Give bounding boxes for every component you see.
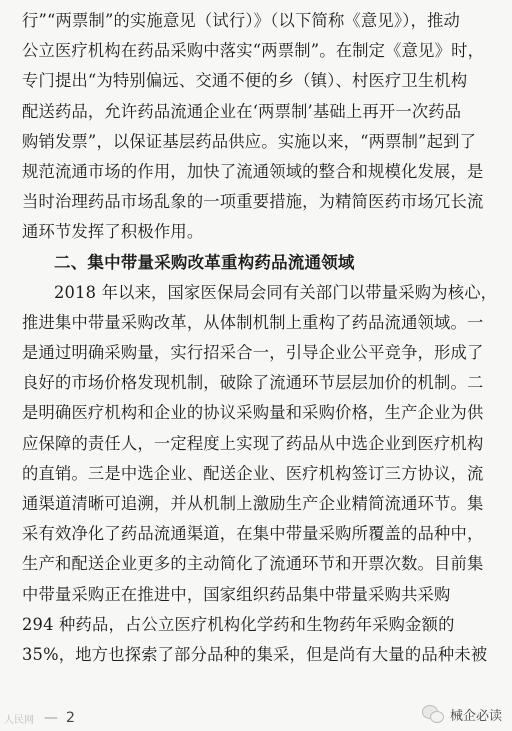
footer-dash: — [44, 710, 58, 726]
text-line: 规范流通市场的作用，加快了流通领域的整合和规模化发展，是 [22, 161, 484, 181]
text-line: 通渠道清晰可追溯，并从机制上激励生产企业精简流通环节。集 [22, 494, 484, 513]
text-line: 是通过明确采购量，实行招采合一，引导企业公平竞争，形成了 [22, 343, 484, 363]
text-line: 通环节发挥了积极作用。 [22, 222, 204, 242]
text-line: 购销发票”，以保证基层药品供应。实施以来，“两票制”起到了 [22, 131, 477, 151]
account-badge [422, 702, 502, 726]
text-line: 配送药品，允许药品流通企业在‘两票制’基础上再开一次药品 [22, 101, 462, 121]
text-line: 294 种药品，占公立医疗机构化学药和生物药年采购金额的 [22, 614, 455, 634]
wechat-icon [422, 705, 444, 723]
text-line: 良好的市场价格发现机制，破除了流通环节层层加价的机制。二 [22, 373, 484, 393]
text-line: 应保障的责任人，一定程度上实现了药品从中选企业到医疗机构 [22, 433, 484, 453]
text-line: 的直销。三是中选企业、配送企业、医疗机构签订三方协议，流 [22, 463, 484, 483]
text-line: 中带量采购正在推进中，国家组织药品集中带量采购共采购 [22, 584, 451, 604]
text-line: 35%，地方也探索了部分品种的集采，但是尚有大量的品种未被 [22, 644, 488, 664]
text-line: 公立医疗机构在药品采购中落实“两票制”。在制定《意见》时， [22, 41, 485, 61]
text-line: 采有效净化了药品流通渠道，在集中带量采购所覆盖的品种中， [22, 524, 484, 544]
text-line: 是明确医疗机构和企业的协议采购量和采购价格，生产企业为供 [22, 403, 484, 423]
text-line: 2018 年以来，国家医保局会同有关部门以带量采购为核心， [54, 282, 498, 302]
text-line: 推进集中带量采购改革，从体制机制上重构了药品流通领域。一 [22, 312, 484, 332]
text-line: 专门提出“为特别偏远、交通不便的乡（镇）、村医疗卫生机构 [22, 71, 468, 91]
watermark-text: 人民网 [4, 714, 34, 726]
footer-watermark [4, 708, 75, 728]
text-line: 生产和配送企业更多的主动简化了流通环节和开票次数。目前集 [22, 554, 484, 574]
text-line: 当时治理药品市场乱象的一项重要措施，为精简医药市场冗长流 [22, 192, 484, 212]
page-number: 2 [66, 710, 75, 726]
account-name: 械企必读 [449, 708, 502, 724]
section-heading: 二、集中带量采购改革重构药品流通领域 [54, 252, 355, 272]
text-line: 行”“两票制”的实施意见（试行）》（以下简称《意见》），推动 [22, 11, 460, 30]
